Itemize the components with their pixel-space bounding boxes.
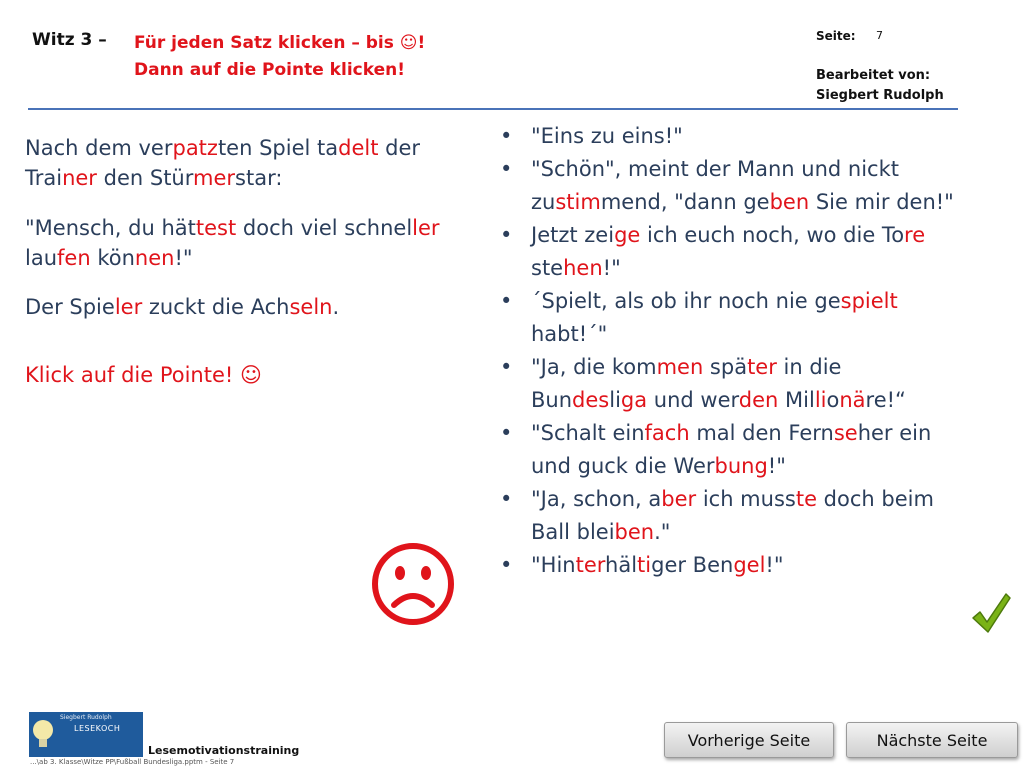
highlighted-syllable: se: [833, 421, 858, 445]
text-segment: der Trai: [25, 136, 421, 190]
punchline-option[interactable]: [498, 285, 958, 351]
punchline-option[interactable]: [498, 219, 958, 285]
text-segment: in die Bun: [531, 355, 842, 412]
editor-label: Bearbeitet von:: [816, 68, 931, 83]
text-segment: und wer: [647, 388, 739, 412]
highlighted-syllable: den: [738, 388, 779, 412]
story-sentence-3[interactable]: [25, 292, 475, 322]
text-segment: re!“: [865, 388, 906, 412]
logo-text: LESEKOCH: [74, 724, 121, 733]
text-segment: Sie mir den!": [809, 190, 954, 214]
highlighted-syllable: bung: [714, 454, 768, 478]
highlighted-syllable: men: [656, 355, 704, 379]
punchline-option[interactable]: [498, 120, 958, 153]
story-sentence-2[interactable]: [25, 213, 475, 273]
highlighted-syllable: ti: [637, 553, 652, 577]
text-segment: ten Spiel ta: [217, 136, 339, 160]
highlighted-syllable: ner: [62, 166, 97, 190]
text-segment: habt!´": [531, 322, 608, 346]
punchline-options: [498, 120, 958, 582]
instruction-text: [134, 30, 425, 84]
highlighted-syllable: ben: [769, 190, 810, 214]
highlighted-syllable: gel: [733, 553, 766, 577]
bullet-marker: •: [500, 355, 513, 379]
punchline-prompt: Klick auf die Pointe! ☺: [25, 363, 262, 387]
punchline-option[interactable]: [498, 549, 958, 582]
text-segment: mend, "dann ge: [600, 190, 770, 214]
highlighted-syllable: spielt: [840, 289, 898, 313]
text-segment: zuckt die Ach: [142, 295, 290, 319]
highlighted-syllable: stim: [555, 190, 601, 214]
text-segment: star:: [235, 166, 283, 190]
bullet-marker: •: [500, 553, 513, 577]
text-segment: mal den Fern: [689, 421, 834, 445]
footer-file-path: ...\ab 3. Klasse\Witze PP\Fußball Bundesliga.pptm - Seite 7: [30, 758, 235, 766]
story-sentence-1[interactable]: [25, 133, 475, 193]
highlighted-syllable: re: [904, 223, 926, 247]
highlighted-syllable: ter: [747, 355, 777, 379]
text-segment: häl: [605, 553, 638, 577]
logo-author: Siegbert Rudolph: [60, 714, 112, 721]
text-segment: ´Spielt, als ob ihr noch nie ge: [531, 289, 841, 313]
bullet-marker: •: [500, 157, 513, 181]
text-segment: !": [174, 246, 193, 270]
instruction-line-1-end: !: [417, 33, 426, 53]
text-segment: ich euch noch, wo die To: [640, 223, 905, 247]
highlighted-syllable: seln: [289, 295, 333, 319]
text-segment: "Ja, die kom: [531, 355, 657, 379]
text-segment: doch viel schnel: [236, 216, 413, 240]
slide-title: Witz 3 –: [32, 30, 107, 50]
highlighted-syllable: hen: [563, 256, 603, 280]
checkmark-icon[interactable]: [970, 590, 1012, 636]
highlighted-syllable: ler: [412, 216, 440, 240]
highlighted-syllable: nä: [839, 388, 866, 412]
highlighted-syllable: fach: [644, 421, 690, 445]
text-segment: Jetzt zei: [531, 223, 615, 247]
text-segment: .: [332, 295, 340, 319]
bullet-marker: •: [500, 289, 513, 313]
punchline-option[interactable]: [498, 153, 958, 219]
text-segment: lau: [25, 246, 58, 270]
highlighted-syllable: ler: [114, 295, 143, 319]
text-segment: Mil: [778, 388, 815, 412]
text-segment: !": [765, 553, 784, 577]
text-segment: !": [767, 454, 786, 478]
highlighted-syllable: fen: [57, 246, 91, 270]
sad-face-icon: [370, 541, 456, 627]
highlighted-syllable: test: [195, 216, 237, 240]
highlighted-syllable: ga: [620, 388, 648, 412]
text-segment: spä: [703, 355, 748, 379]
text-segment: "Schön", meint der Mann und nickt zu: [531, 157, 899, 214]
highlighted-syllable: ter: [575, 553, 606, 577]
bullet-marker: •: [500, 421, 513, 445]
highlighted-syllable: nen: [134, 246, 175, 270]
instruction-line-1-text: Für jeden Satz klicken – bis: [134, 33, 400, 53]
header-divider: [28, 108, 958, 110]
text-segment: "Schalt ein: [531, 421, 645, 445]
highlighted-syllable: des: [572, 388, 610, 412]
smiley-icon: ☺: [399, 33, 418, 53]
lightbulb-icon: [29, 712, 59, 757]
bullet-marker: •: [500, 223, 513, 247]
previous-page-button[interactable]: Vorherige Seite: [664, 722, 834, 758]
text-segment: ich muss: [696, 487, 796, 511]
highlighted-syllable: ber: [661, 487, 697, 511]
footer-label: Lesemotivationstraining: [148, 744, 300, 757]
text-segment: li: [609, 388, 621, 412]
text-segment: ger Ben: [651, 553, 734, 577]
punchline-option[interactable]: [498, 483, 958, 549]
text-segment: "Ja, schon, a: [531, 487, 662, 511]
page-number: 7: [876, 29, 883, 42]
highlighted-syllable: ge: [614, 223, 641, 247]
punchline-option[interactable]: [498, 417, 958, 483]
bullet-marker: •: [500, 487, 513, 511]
text-segment: o: [826, 388, 840, 412]
text-segment: "Hin: [531, 553, 576, 577]
text-segment: Der Spie: [25, 295, 115, 319]
instruction-line-1: [134, 30, 425, 57]
editor-name: Siegbert Rudolph: [816, 88, 944, 103]
text-segment: doch beim Ball blei: [531, 487, 934, 544]
punchline-option[interactable]: [498, 351, 958, 417]
highlighted-syllable: ben: [614, 520, 655, 544]
next-page-button[interactable]: Nächste Seite: [846, 722, 1018, 758]
highlighted-syllable: delt: [338, 136, 379, 160]
text-segment: kön: [90, 246, 135, 270]
text-segment: "Eins zu eins!": [531, 124, 683, 148]
instruction-line-2: Dann auf die Pointe klicken!: [134, 60, 405, 80]
text-segment: "Mensch, du hät: [25, 216, 196, 240]
text-segment: ste: [531, 256, 564, 280]
highlighted-syllable: te: [795, 487, 817, 511]
highlighted-syllable: mer: [193, 166, 236, 190]
text-segment: Nach dem ver: [25, 136, 173, 160]
highlighted-syllable: li: [814, 388, 827, 412]
text-segment: !": [602, 256, 621, 280]
text-segment: her ein und guck die Wer: [531, 421, 932, 478]
bullet-marker: •: [500, 124, 513, 148]
highlighted-syllable: patz: [172, 136, 218, 160]
page-label: Seite:: [816, 29, 856, 43]
text-segment: den Stür: [96, 166, 194, 190]
text-segment: .": [654, 520, 671, 544]
